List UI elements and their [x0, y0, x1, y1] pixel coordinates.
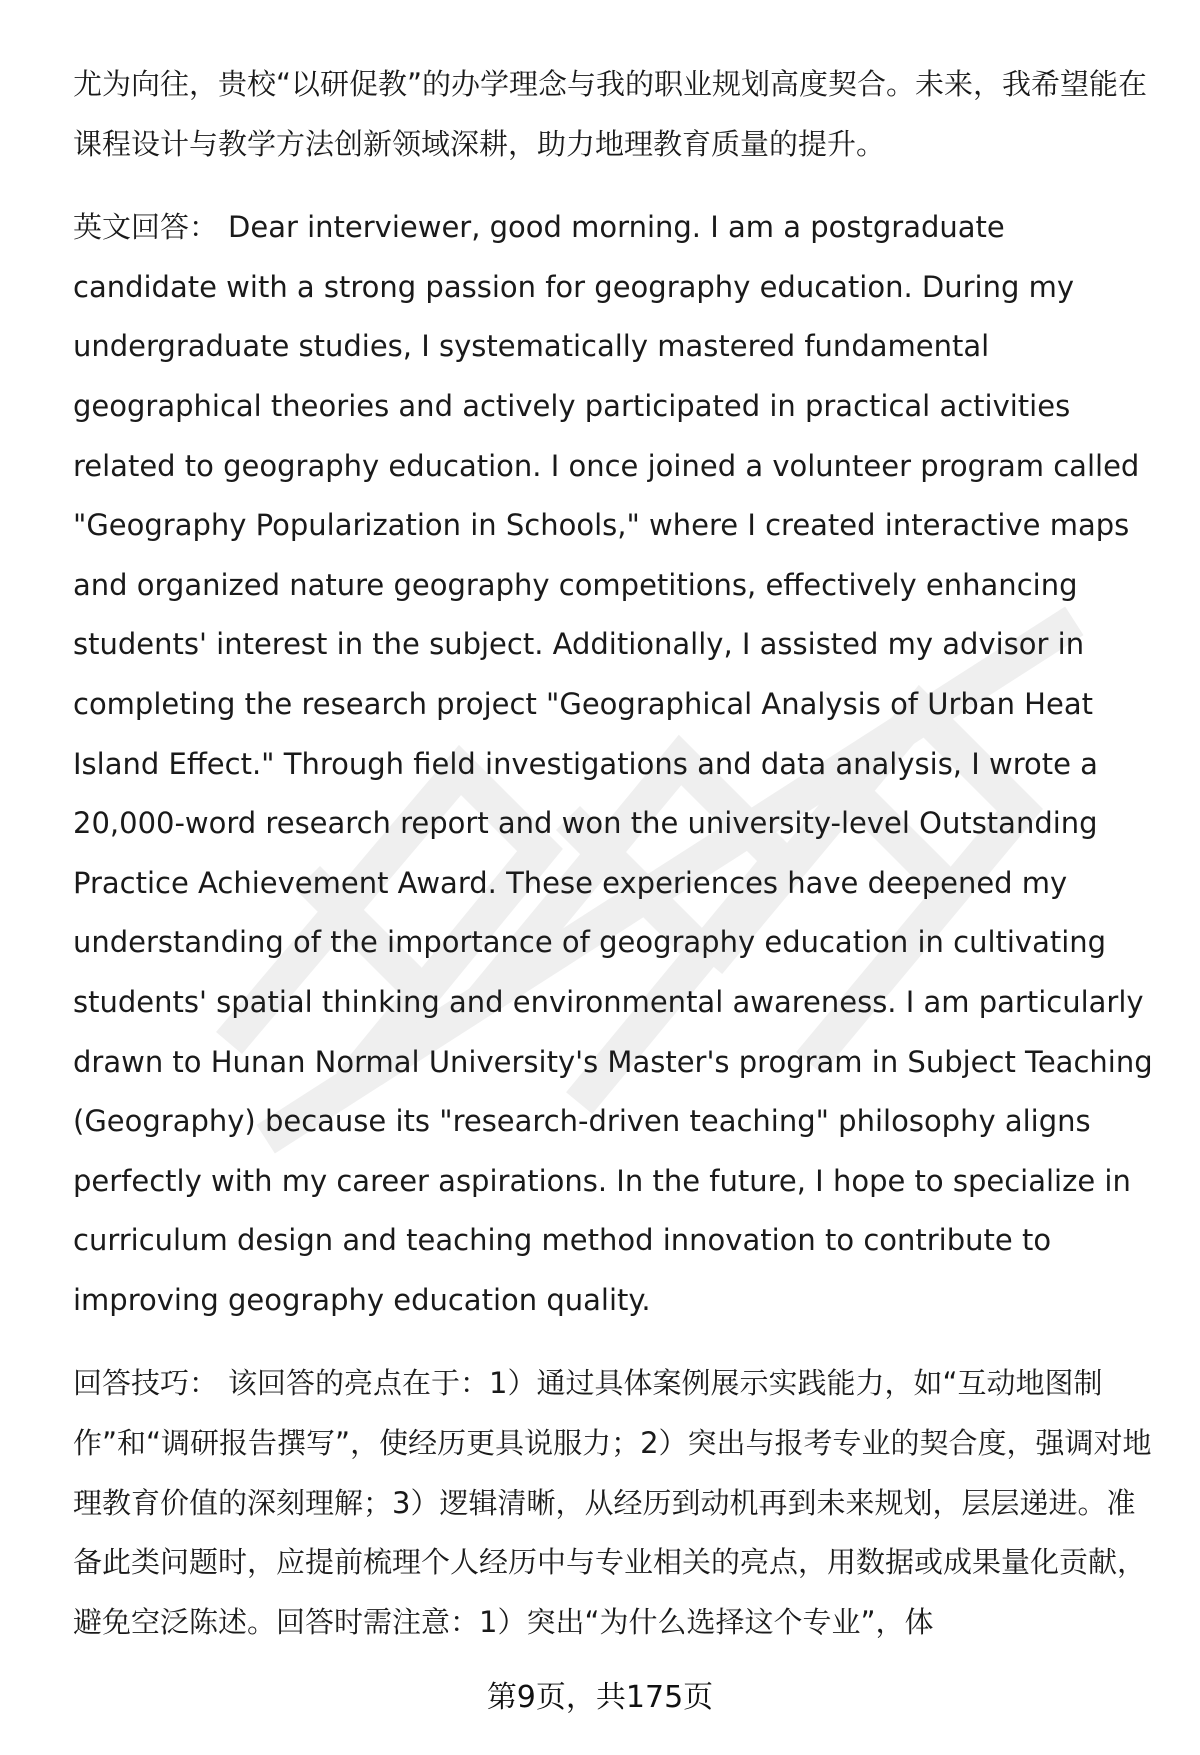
- answer-tips-label: 回答技巧：: [73, 1366, 219, 1401]
- paragraph-english-answer: [73, 198, 1153, 1330]
- paragraph-answer-tips: [73, 1354, 1153, 1652]
- paragraph-intro-continuation: [73, 55, 1153, 174]
- paragraph-text: Dear interviewer, good morning. I am a postgraduate candidate with a strong passion for geography education. During my undergraduate studies, I systematically mastered fundamental geographical theories and actively participated in practical activities related to geography education. I once joined a volunteer program called "Geography Popularization in Schools," where I created interactive maps and organized nature geography competitions, effectively enhancing students' interest in the subject. Additionally, I assisted my advisor in completing the research project "Geographical Analysis of Urban Heat Island Effect." Through field investigations and data analysis, I wrote a 20,000-word research report and won the university-level Outstanding Practice Achievement Award. These experiences have deepened my understanding of the importance of geography education in cultivating students' spatial thinking and environmental awareness. I am particularly drawn to Hunan Normal University's Master's program in Subject Teaching (Geography) because its "research-driven teaching" philosophy aligns perfectly with my career aspirations. In the future, I hope to specialize in curriculum design and teaching method innovation to contribute to improving geography education quality.: [73, 210, 1153, 1317]
- paragraph-text: 该回答的亮点在于：1）通过具体案例展示实践能力，如“互动地图制作”和“调研报告撰写”，使经历更具说服力；2）突出与报考专业的契合度，强调对地理教育价值的深刻理解；3）逻辑清晰，从经历到动机再到未来规划，层层递进。准备此类问题时，应提前梳理个人经历中与专业相关的亮点，用数据或成果量化贡献，避免空泛陈述。回答时需注意：1）突出“为什么选择这个专业”，体: [73, 1366, 1152, 1639]
- english-answer-label: 英文回答：: [73, 210, 219, 245]
- page-number-footer: 第9页，共175页: [486, 1680, 714, 1715]
- document-body: [73, 55, 1153, 1652]
- paragraph-text: 尤为向往，贵校“以研促教”的办学理念与我的职业规划高度契合。未来，我希望能在课程设计与教学方法创新领域深耕，助力地理教育质量的提升。: [73, 67, 1148, 161]
